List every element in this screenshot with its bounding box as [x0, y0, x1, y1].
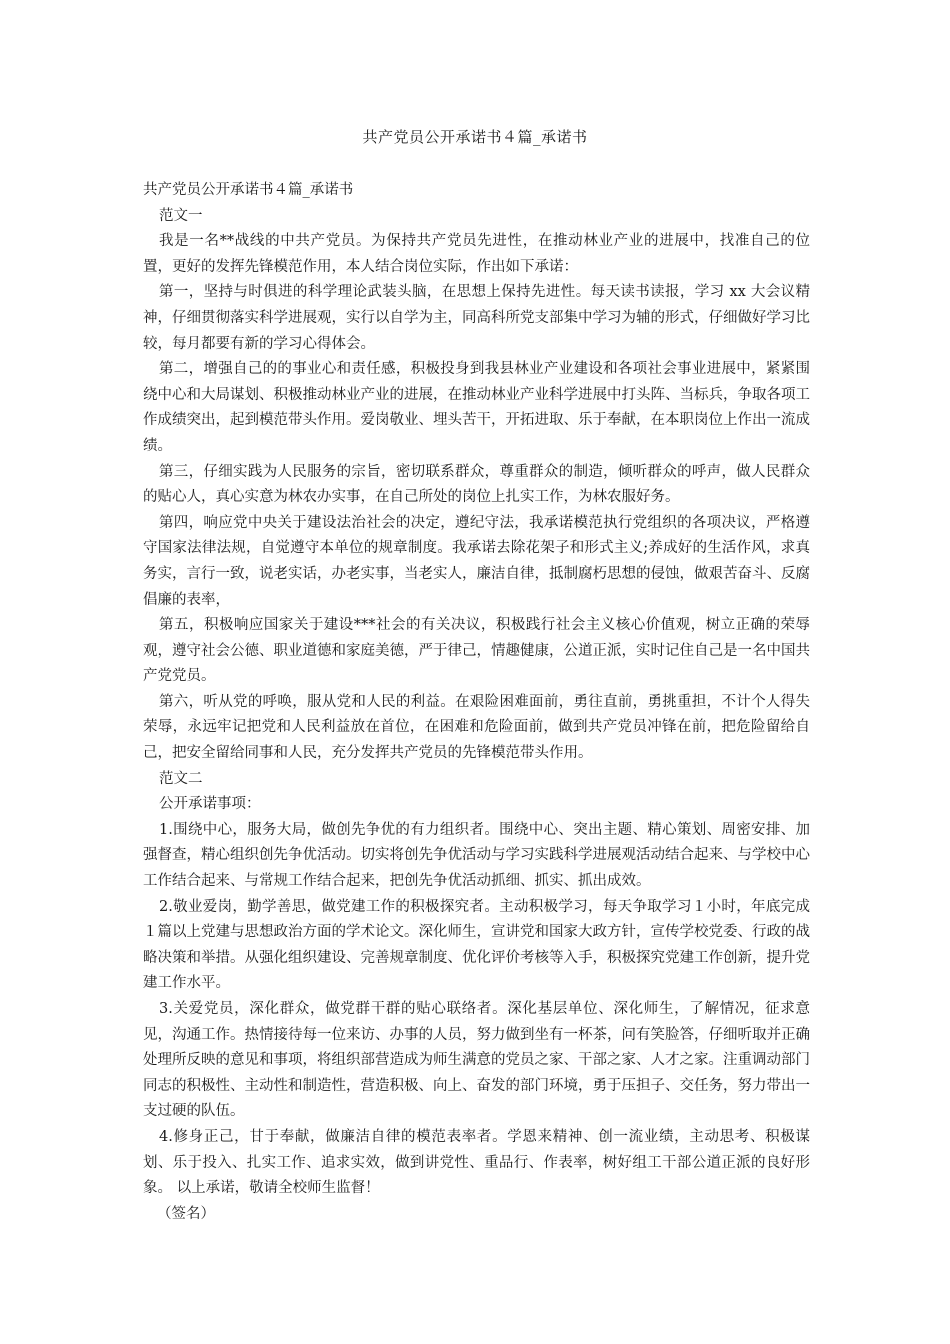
list-item-4: 4.修身正己，甘于奉献，做廉洁自律的模范表率者。学恩来精神、创一流业绩，主动思考、积极谋划、乐于投入、扎实工作、追求实效，做到讲党性、重品行、作表率，树好组工干部公道正派的良好形象。 以上承诺，敬请全校师生监督！: [143, 1128, 810, 1197]
body-heading: 共产党员公开承诺书４篇_承诺书: [143, 182, 354, 198]
list-item-1: 1.围绕中心，服务大局，做创先争优的有力组织者。围绕中心、突出主题、精心策划、周密安排、加强督查，精心组织创先争优活动。切实将创先争优活动与学习实践科学进展观活动结合起来、与学校中心工作结合起来、与常规工作结合起来，把创先争优活动抓细、抓实、抓出成效。: [143, 821, 810, 890]
page-title: 共产党员公开承诺书４篇_承诺书: [362, 128, 588, 146]
section-heading-1: 范文一: [159, 207, 203, 224]
paragraph-pledge-6: 第六，听从党的呼唤，服从党和人民的利益。在艰险困难面前，勇往直前，勇挑重担，不计个人得失荣辱，永远牢记把党和人民利益放在首位，在困难和危险面前，做到共产党员冲锋在前，把危险留给自己，把安全留给同事和人民，充分发挥共产党员的先锋模范带头作用。: [143, 693, 810, 762]
section-heading-2: 范文二: [159, 770, 203, 787]
subheading-items: 公开承诺事项：: [159, 796, 261, 813]
list-item-3: 3.关爱党员，深化群众，做党群干群的贴心联络者。深化基层单位、深化师生，了解情况，征求意见，沟通工作。热情接待每一位来访、办事的人员，努力做到坐有一杯茶，问有笑脸答，仔细听取并正确处理所反映的意见和事项，将组织部营造成为师生满意的党员之家、干部之家、人才之家。注重调动部门同志的积极性、主动性和制造性，营造积极、向上、奋发的部门环境，勇于压担子、交任务，努力带出一支过硬的队伍。: [143, 1001, 810, 1120]
paragraph-intro: 我是一名**战线的中共产党员。为保持共产党员先进性，在推动林业产业的进展中，找准自己的位置，更好的发挥先锋模范作用，本人结合岗位实际，作出如下承诺：: [143, 233, 810, 275]
list-item-2: 2.敬业爱岗，勤学善思，做党建工作的积极探究者。主动积极学习，每天争取学习１小时，年底完成１篇以上党建与思想政治方面的学术论文。深化师生，宣讲党和国家大政方针，宣传学校党委、行政的战略决策和举措。从强化组织建设、完善规章制度、优化评价考核等入手，积极探究党建工作创新，提升党建工作水平。: [143, 898, 810, 992]
document-body: [143, 178, 810, 1227]
paragraph-pledge-2: 第二，增强自己的的事业心和责任感，积极投身到我县林业产业建设和各项社会事业进展中，紧紧围绕中心和大局谋划、积极推动林业产业的进展，在推动林业产业科学进展中打头阵、当标兵，争取各项工作成绩突出，起到模范带头作用。爱岗敬业、埋头苦干，开拓进取、乐于奉献，在本职岗位上作出一流成绩。: [143, 361, 810, 454]
signature-line: （签名）: [157, 1205, 215, 1222]
paragraph-pledge-4: 第四，响应党中央关于建设法治社会的决定，遵纪守法，我承诺模范执行党组织的各项决议，严格遵守国家法律法规，自觉遵守本单位的规章制度。我承诺去除花架子和形式主义;养成好的生活作风，求真务实，言行一致，说老实话，办老实事，当老实人，廉洁自律，抵制腐朽思想的侵蚀，做艰苦奋斗、反腐倡廉的表率，: [143, 514, 810, 608]
paragraph-pledge-1: 第一，坚持与时俱进的科学理论武装头脑，在思想上保持先进性。每天读书读报，学习 xx 大会议精神，仔细贯彻落实科学进展观，实行以自学为主，同高科所党支部集中学习为辅的形式，仔细做好学习比较，每月都要有新的学习心得体会。: [143, 284, 810, 352]
paragraph-pledge-5: 第五，积极响应国家关于建设***社会的有关决议，积极践行社会主义核心价值观，树立正确的荣辱观，遵守社会公德、职业道德和家庭美德，严于律己，情趣健康，公道正派，实时记住自己是一名中国共产党党员。: [143, 617, 810, 685]
paragraph-pledge-3: 第三，仔细实践为人民服务的宗旨，密切联系群众，尊重群众的制造，倾听群众的呼声，做人民群众的贴心人，真心实意为林农办实事，在自己所处的岗位上扎实工作，为林农服好务。: [143, 463, 810, 506]
